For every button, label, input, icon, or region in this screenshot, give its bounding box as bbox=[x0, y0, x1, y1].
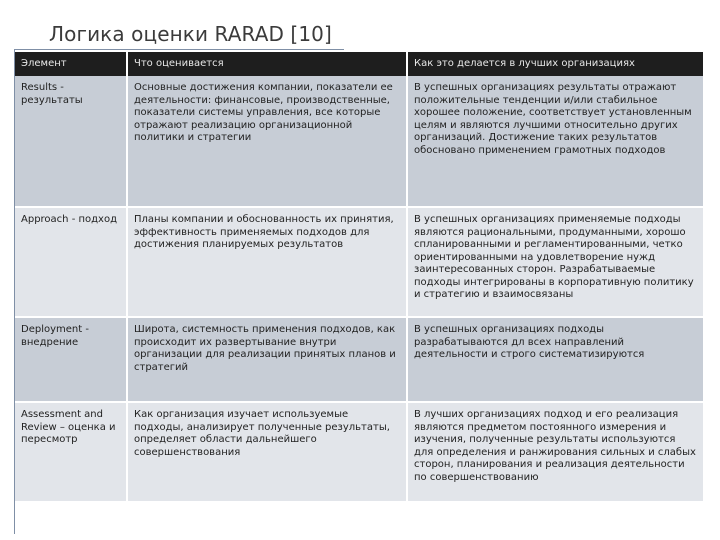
header-element: Элемент bbox=[15, 52, 127, 76]
header-how: Как это делается в лучших организациях bbox=[407, 52, 703, 76]
table-row bbox=[15, 207, 703, 317]
cell-element: Deployment - внедрение bbox=[15, 317, 127, 402]
header-what: Что оценивается bbox=[127, 52, 407, 76]
cell-what: Широта, системность применения подходов, как происходит их развертывание внутри организации для реализации принятых планов и стратегий bbox=[127, 317, 407, 402]
cell-element: Approach - подход bbox=[15, 207, 127, 317]
cell-element: Results - результаты bbox=[15, 76, 127, 207]
cell-what: Как организация изучает используемые подходы, анализирует полученные результаты, определяет области дальнейшего совершенствования bbox=[127, 402, 407, 502]
cell-element: Assessment and Review – оценка и пересмотр bbox=[15, 402, 127, 502]
cell-what: Основные достижения компании, показатели ее деятельности: финансовые, производственные, показатели системы управления, все которые отражают реализацию организационной политики и стратегии bbox=[127, 76, 407, 207]
rarad-table bbox=[15, 52, 703, 503]
cell-how: В успешных организациях применяемые подходы являются рациональными, продуманными, хорошо спланированными и регламентированными, четко ориентированными на удовлетворение нужд заинтересованных сторон. Разрабатываемые подходы интегрированы в корпоративную политику и стратегию и взаимосвязаны bbox=[407, 207, 703, 317]
cell-how: В успешных организациях результаты отражают положительные тенденции и/или стабильное хорошее положение, соответствует установленным целям и являются лучшими относительно других организаций. Достижение таких результатов обосновано применением грамотных подходов bbox=[407, 76, 703, 207]
table-header-row bbox=[15, 52, 703, 76]
cell-what: Планы компании и обоснованность их принятия, эффективность применяемых подходов для достижения планируемых результатов bbox=[127, 207, 407, 317]
title-underline bbox=[14, 49, 344, 50]
table-row bbox=[15, 317, 703, 402]
cell-how: В успешных организациях подходы разрабатываются дл всех направлений деятельности и строго систематизируются bbox=[407, 317, 703, 402]
cell-how: В лучших организациях подход и его реализация являются предметом постоянного измерения и изучения, полученные результаты используются для определения и ранжирования сильных и слабых сторон, планирования и реализация деятельности по совершенствованию bbox=[407, 402, 703, 502]
table-row bbox=[15, 76, 703, 207]
table-row bbox=[15, 402, 703, 502]
slide-title: Логика оценки RARAD [10] bbox=[49, 22, 332, 46]
